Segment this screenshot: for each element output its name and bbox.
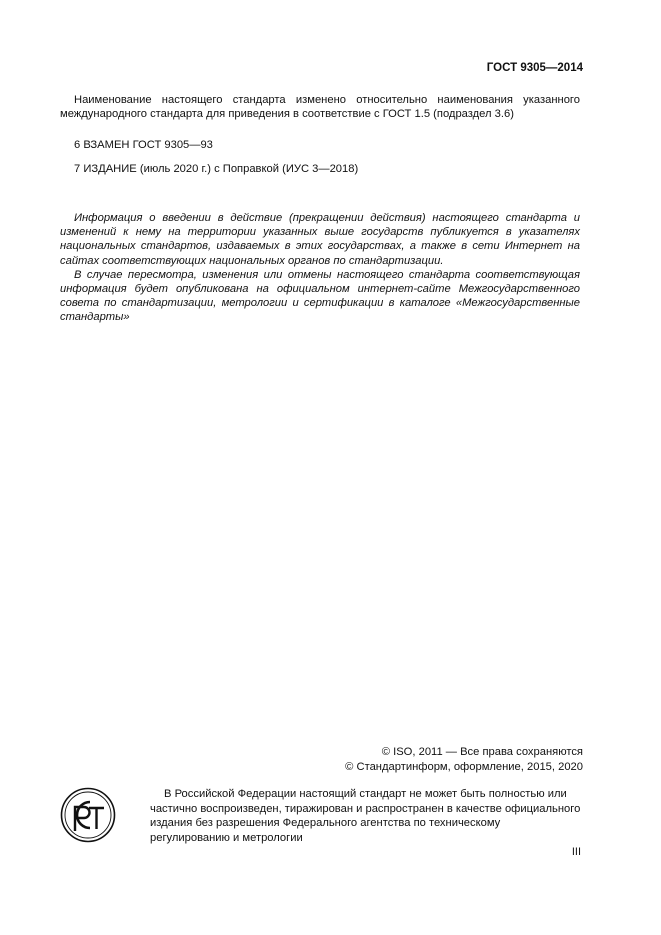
document-code-header: ГОСТ 9305—2014 — [486, 62, 583, 74]
copyright-iso: © ISO, 2011 — Все права сохраняются — [381, 746, 583, 758]
info-paragraph-1: Информация о введении в действие (прекращении действия) настоящего стандарта и изменений к нему на территории указанных выше государств публикуется в указателях национальных стандартов, издаваемых в этих государствах, а также в сети Интернет на сайтах соответствующих национальных органов по стандартизации. — [60, 212, 580, 267]
page-number: III — [571, 846, 581, 858]
replaces-note-text: 6 ВЗАМЕН ГОСТ 9305—93 — [74, 139, 213, 151]
info-paragraph-2: В случае пересмотра, изменения или отмены настоящего стандарта соответствующая информация будет опубликована на официальном интернет-сайте Межгосударственного совета по стандартизации, метрологии и сертификации в каталоге «Межгосударственные стандарты» — [60, 268, 580, 324]
rst-seal-icon — [60, 787, 116, 843]
edition-note-text: 7 ИЗДАНИЕ (июль 2020 г.) с Поправкой (ИУС 3—2018) — [74, 163, 359, 175]
replaces-note — [60, 138, 580, 152]
copyright-block — [345, 745, 583, 774]
copyright-standartinform: © Стандартинформ, оформление, 2015, 2020 — [345, 760, 583, 773]
legal-notice-text: В Российской Федерации настоящий стандарт не может быть полностью или частично воспроизведен, тиражирован и распространен в качестве официального издания без разрешения Федерального агентства по техническому регулированию и метрологии — [150, 788, 581, 844]
edition-note — [60, 162, 580, 176]
rename-note-text: Наименование настоящего стандарта изменено относительно наименования указанного международного стандарта для приведения в соответствие с ГОСТ 1.5 (подраздел 3.6) — [60, 94, 580, 120]
info-block — [60, 211, 580, 325]
rename-note — [60, 93, 580, 121]
legal-notice — [150, 787, 583, 845]
